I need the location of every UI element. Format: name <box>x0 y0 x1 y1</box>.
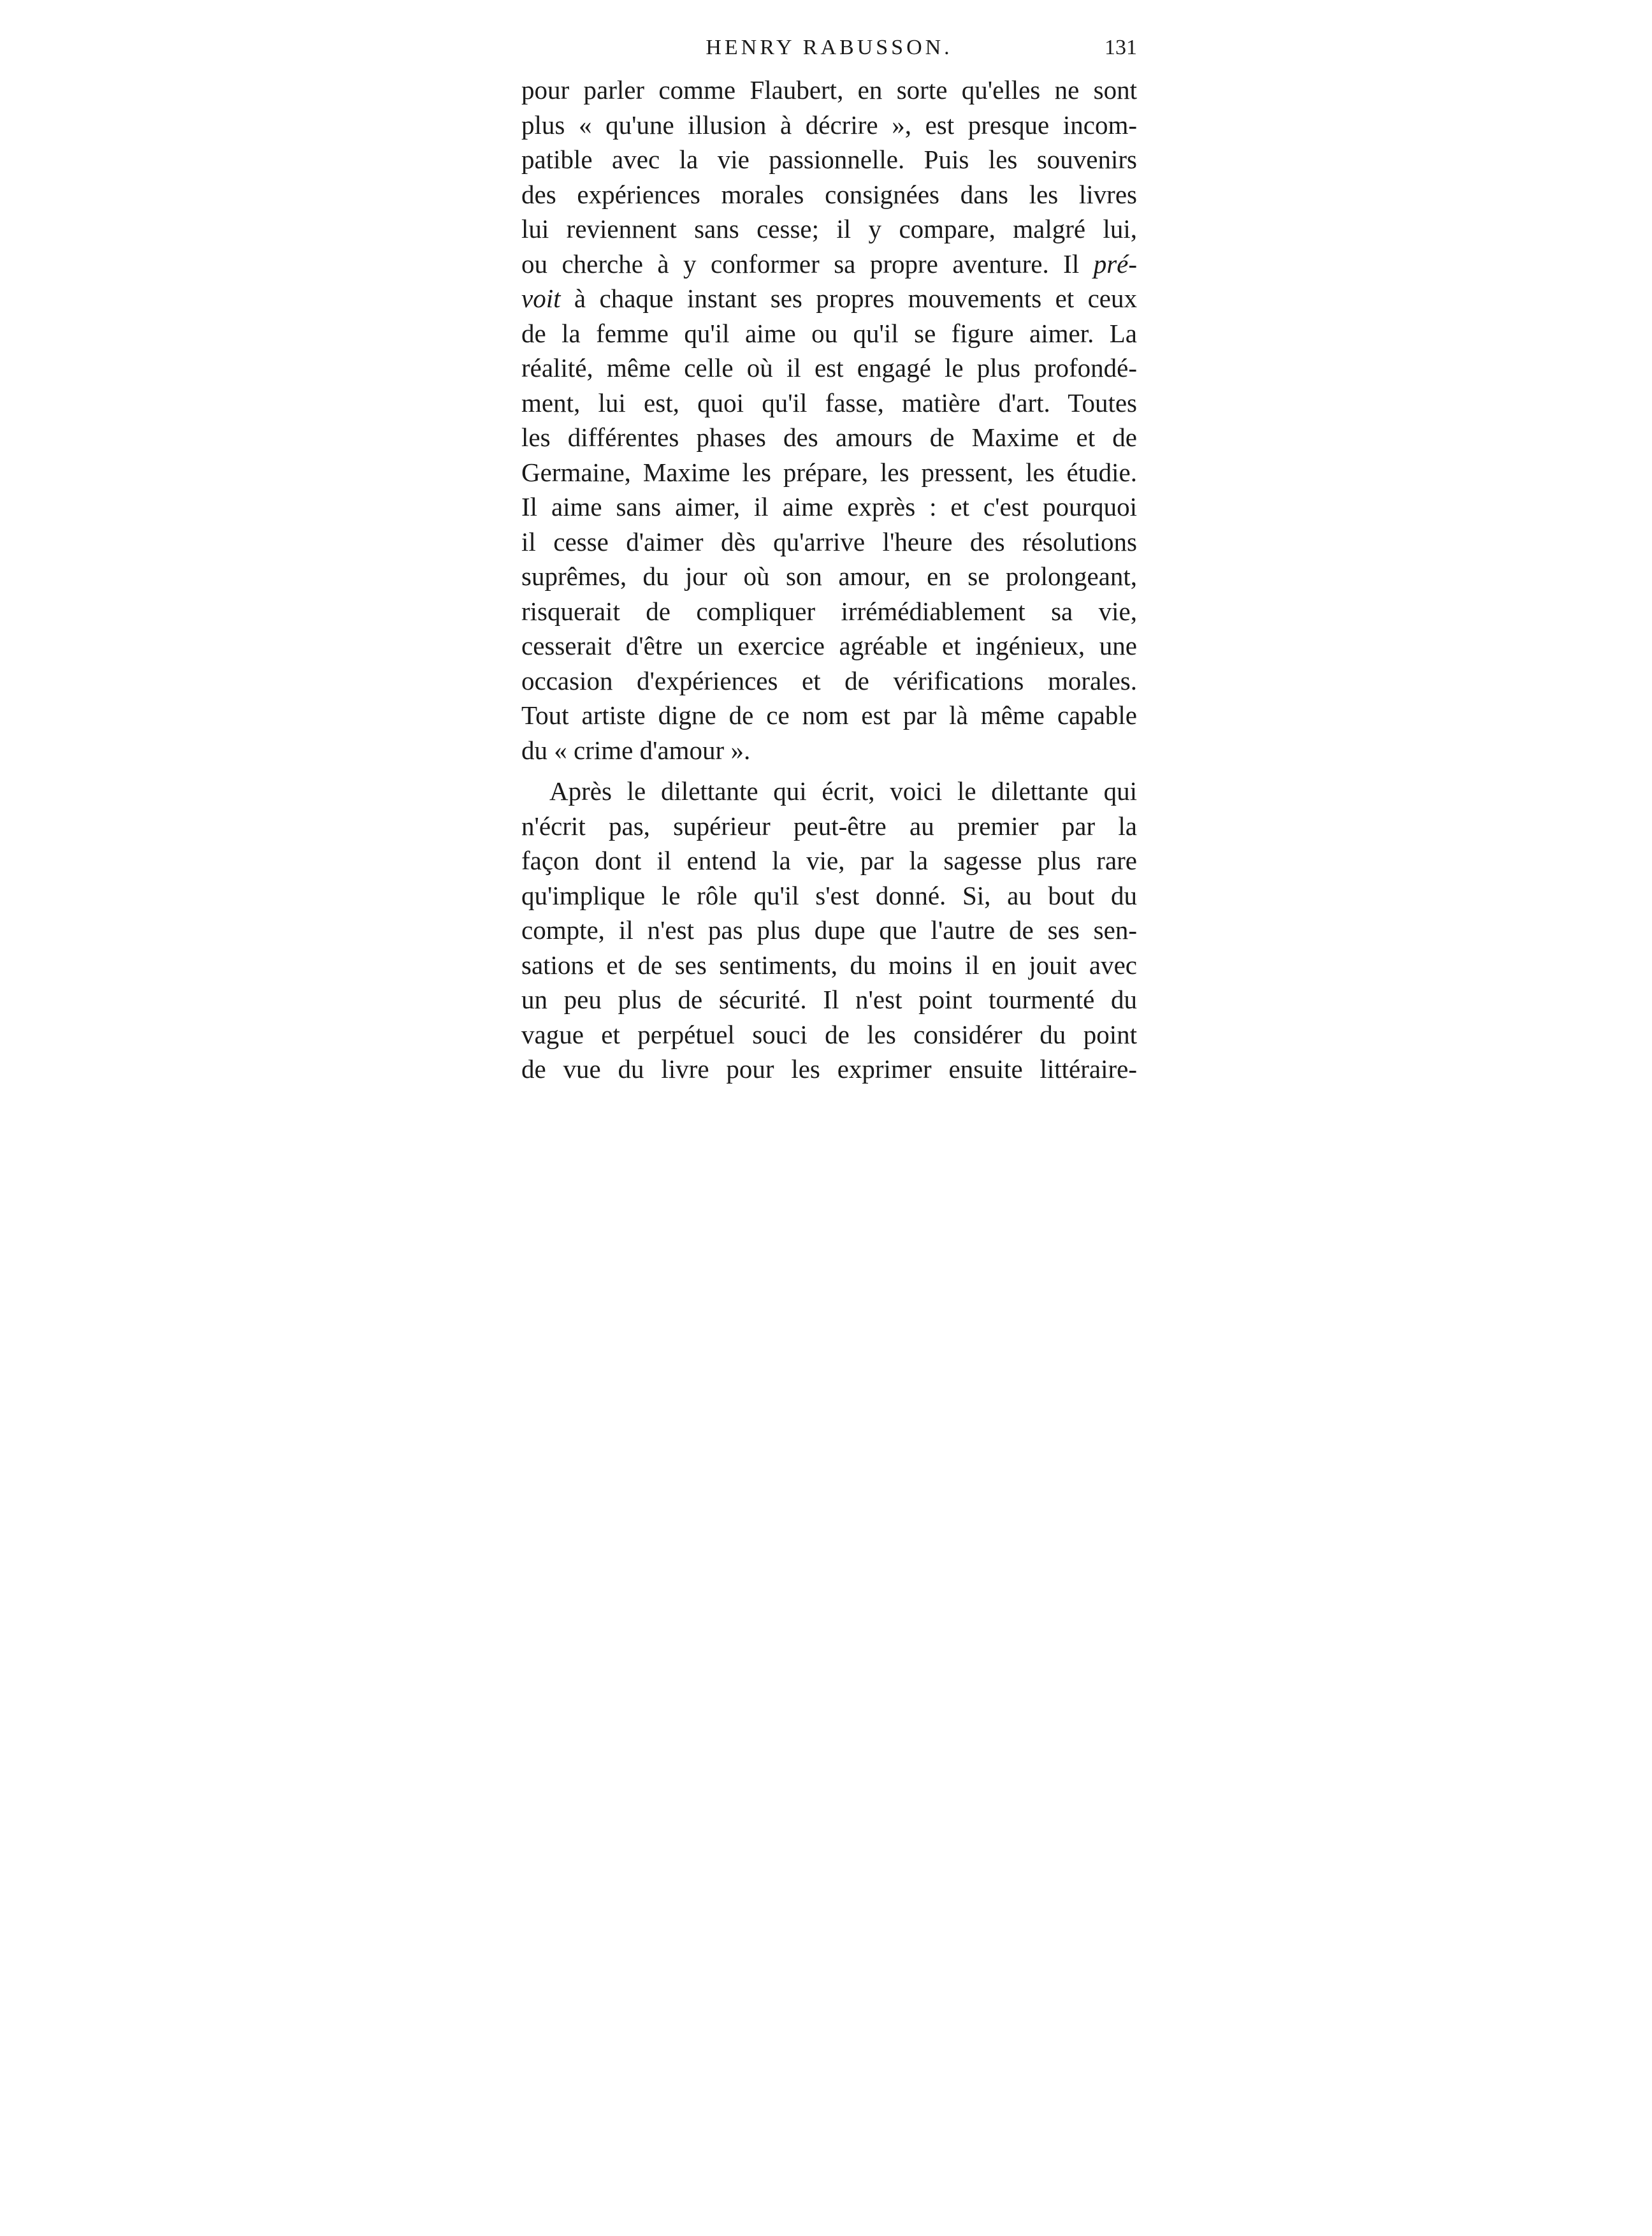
running-head <box>521 25 1137 70</box>
text-line: pour parler comme Flaubert, en sorte qu'elles ne sont <box>521 75 1137 105</box>
text-line-with-italic <box>521 281 1137 316</box>
italic-fragment: pré- <box>1093 249 1137 279</box>
text-line: risquerait de compliquer irrémédiablement sa vie, <box>521 596 1137 626</box>
italic-fragment: voit <box>521 284 561 313</box>
paragraph-1 <box>521 73 1137 767</box>
text-line: sations et de ses sentiments, du moins il en jouit avec <box>521 950 1137 980</box>
text-line: ment, lui est, quoi qu'il fasse, matière d'art. Toutes <box>521 388 1137 417</box>
text-line-with-italic <box>521 247 1137 282</box>
text-line: plus « qu'une illusion à décrire », est presque incom- <box>521 110 1137 140</box>
running-title: HENRY RABUSSON. <box>706 36 953 59</box>
text-line: les différentes phases des amours de Maxime et de <box>521 423 1137 452</box>
text-line: cesserait d'être un exercice agréable et ingénieux, une <box>521 631 1137 660</box>
text-line: des expériences morales consignées dans les livres <box>521 179 1137 209</box>
text-line: réalité, même celle où il est engagé le plus profondé- <box>521 353 1137 382</box>
text-line: de vue du livre pour les exprimer ensuite littéraire- <box>521 1054 1137 1084</box>
text-line: qu'implique le rôle qu'il s'est donné. Si, au bout du <box>521 880 1137 910</box>
text-line: n'écrit pas, supérieur peut-être au premier par la <box>521 811 1137 841</box>
text-line: il cesse d'aimer dès qu'arrive l'heure des résolutions <box>521 526 1137 556</box>
text-line: un peu plus de sécurité. Il n'est point tourmenté du <box>521 985 1137 1014</box>
text-line: lui reviennent sans cesse; il y compare, malgré lui, <box>521 214 1137 243</box>
text-line: de la femme qu'il aime ou qu'il se figure aimer. La <box>521 318 1137 348</box>
text-line: façon dont il entend la vie, par la sagesse plus rare <box>521 846 1137 875</box>
body-text <box>521 73 1137 1087</box>
text-line: compte, il n'est pas plus dupe que l'autre de ses sen- <box>521 915 1137 945</box>
text-line: occasion d'expériences et de vérifications morales. <box>521 665 1137 695</box>
text-line: patible avec la vie passionnelle. Puis les souvenirs <box>521 145 1137 174</box>
text-fragment: à chaque instant ses propres mouvements et ceux <box>574 284 1137 313</box>
paragraph-2 <box>521 774 1137 1087</box>
text-line: du « crime d'amour ». <box>521 735 751 765</box>
text-line: Germaine, Maxime les prépare, les pressent, les étudie. <box>521 457 1137 487</box>
text-line: Il aime sans aimer, il aime exprès : et c'est pourquoi <box>521 492 1137 521</box>
paragraph-gap <box>521 767 1137 774</box>
text-line: Après le dilettante qui écrit, voici le dilettante qui <box>549 776 1137 806</box>
text-line: Tout artiste digne de ce nom est par là même capable <box>521 701 1137 730</box>
text-line: vague et perpétuel souci de les considérer du point <box>521 1019 1137 1049</box>
text-fragment: ou cherche à y conformer sa propre aventure. Il <box>521 249 1080 279</box>
page-number: 131 <box>1105 36 1137 59</box>
text-line: suprêmes, du jour où son amour, en se prolongeant, <box>521 562 1137 591</box>
